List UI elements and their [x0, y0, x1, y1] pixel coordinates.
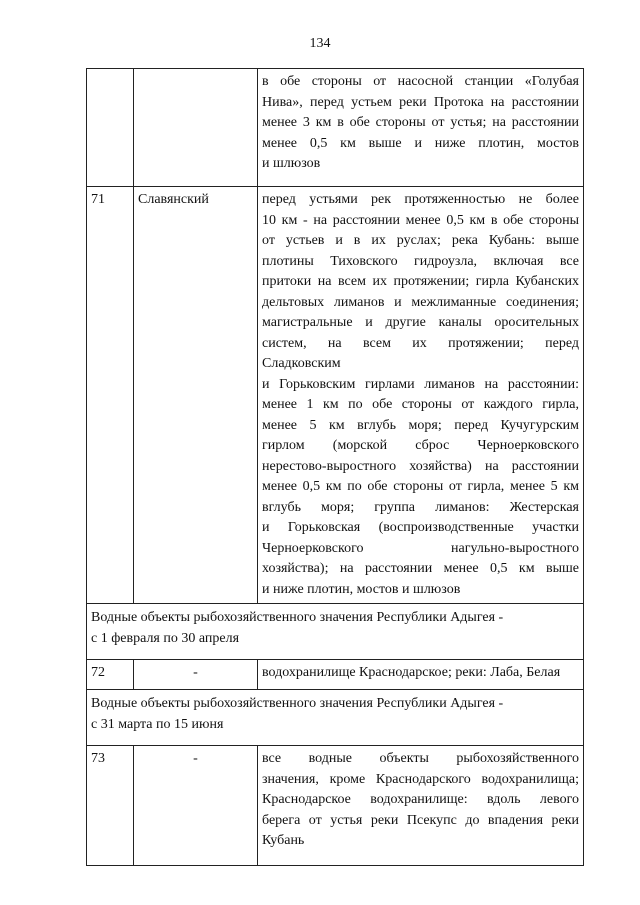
section-header: [87, 690, 584, 746]
section-period: с 1 февраля по 30 апреля: [91, 631, 240, 646]
description-line: дельтовых лиманов и межлиманные соединения;: [262, 294, 579, 310]
description-line: Кубань: [262, 833, 305, 848]
area-description: [258, 69, 584, 187]
description-line: менее 3 км в обе стороны от устья; на расстоянии: [262, 115, 579, 130]
description-line: менее 0,5 км по обе стороны от гирла, менее 5 км: [262, 479, 579, 494]
description-line: притоки на всем их протяжении; гирла Кубанских: [262, 274, 579, 289]
description-line: 10 км - на расстоянии менее 0,5 км в обе стороны: [262, 212, 579, 228]
area-description: [258, 746, 584, 866]
row-number: 72: [87, 660, 134, 690]
description-line: Краснодарское водохранилище: вдоль левого: [262, 792, 579, 807]
description-line: вглубь моря; группа лиманов: Жестерская: [262, 499, 579, 515]
description-line: и Горьковским гирлами лиманов на расстоянии:: [262, 376, 579, 392]
row-number: [87, 69, 134, 187]
description-line: берега от устья реки Псекупс до впадения реки: [262, 812, 579, 828]
page-number: 134: [309, 36, 331, 51]
area-description: [258, 660, 584, 690]
section-header: [87, 604, 584, 660]
description-line: Черноерковского нагульно-выростного: [262, 540, 579, 556]
description-line: систем, на всем их протяжении; перед: [262, 335, 579, 351]
table-row: [87, 187, 584, 604]
description-line: менее 1 км по обе стороны от каждого гирла,: [262, 397, 579, 412]
table-row: [87, 660, 584, 690]
description-line: перед устьями рек протяженностью не более: [262, 192, 579, 207]
area-description: [258, 187, 584, 604]
description-line: менее 0,5 км выше и ниже плотин, мостов: [262, 135, 579, 151]
row-number: 71: [87, 187, 134, 604]
section-period: с 31 марта по 15 июня: [91, 717, 224, 732]
description-line: менее 5 км вглубь моря; перед Кучугурским: [262, 417, 579, 433]
description-line: Сладковским: [262, 356, 341, 371]
district-name: -: [134, 660, 258, 690]
description-line: гирлом (морской сброс Черноерковского: [262, 438, 579, 453]
section-header-row: [87, 690, 584, 746]
district-name: [134, 69, 258, 187]
section-header-row: [87, 604, 584, 660]
description-line: и Горьковская (воспроизводственные участки: [262, 520, 579, 535]
description-line: Нива», перед устьем реки Протока на расстоянии: [262, 94, 579, 110]
description-line: от устьев и в их руслах; река Кубань: выше: [262, 233, 579, 248]
description-line: плотины Тиховского гидроузла, включая все: [262, 253, 579, 269]
district-name: Славянский: [134, 187, 258, 604]
description-line: и ниже плотин, мостов и шлюзов: [262, 581, 461, 597]
description-line: магистральные и другие каналы оросительных: [262, 315, 579, 330]
description-line: нерестово-выростного хозяйства) на расстоянии: [262, 458, 579, 474]
description-line: все водные объекты рыбохозяйственного: [262, 751, 579, 766]
table-row: [87, 69, 584, 187]
description-line: хозяйства); на расстоянии менее 0,5 км выше: [262, 561, 579, 576]
section-title: Водные объекты рыбохозяйственного значения Республики Адыгея -: [91, 696, 504, 711]
description-line: в обе стороны от насосной станции «Голубая: [262, 74, 579, 89]
fishing-restrictions-table: [86, 68, 584, 866]
row-number: 73: [87, 746, 134, 866]
table-row: [87, 746, 584, 866]
description-line: и шлюзов: [262, 156, 321, 171]
description-line: водохранилище Краснодарское; реки: Лаба, Белая: [262, 665, 561, 680]
section-title: Водные объекты рыбохозяйственного значения Республики Адыгея -: [91, 610, 504, 625]
district-name: -: [134, 746, 258, 866]
description-line: значения, кроме Краснодарского водохранилища;: [262, 771, 579, 787]
